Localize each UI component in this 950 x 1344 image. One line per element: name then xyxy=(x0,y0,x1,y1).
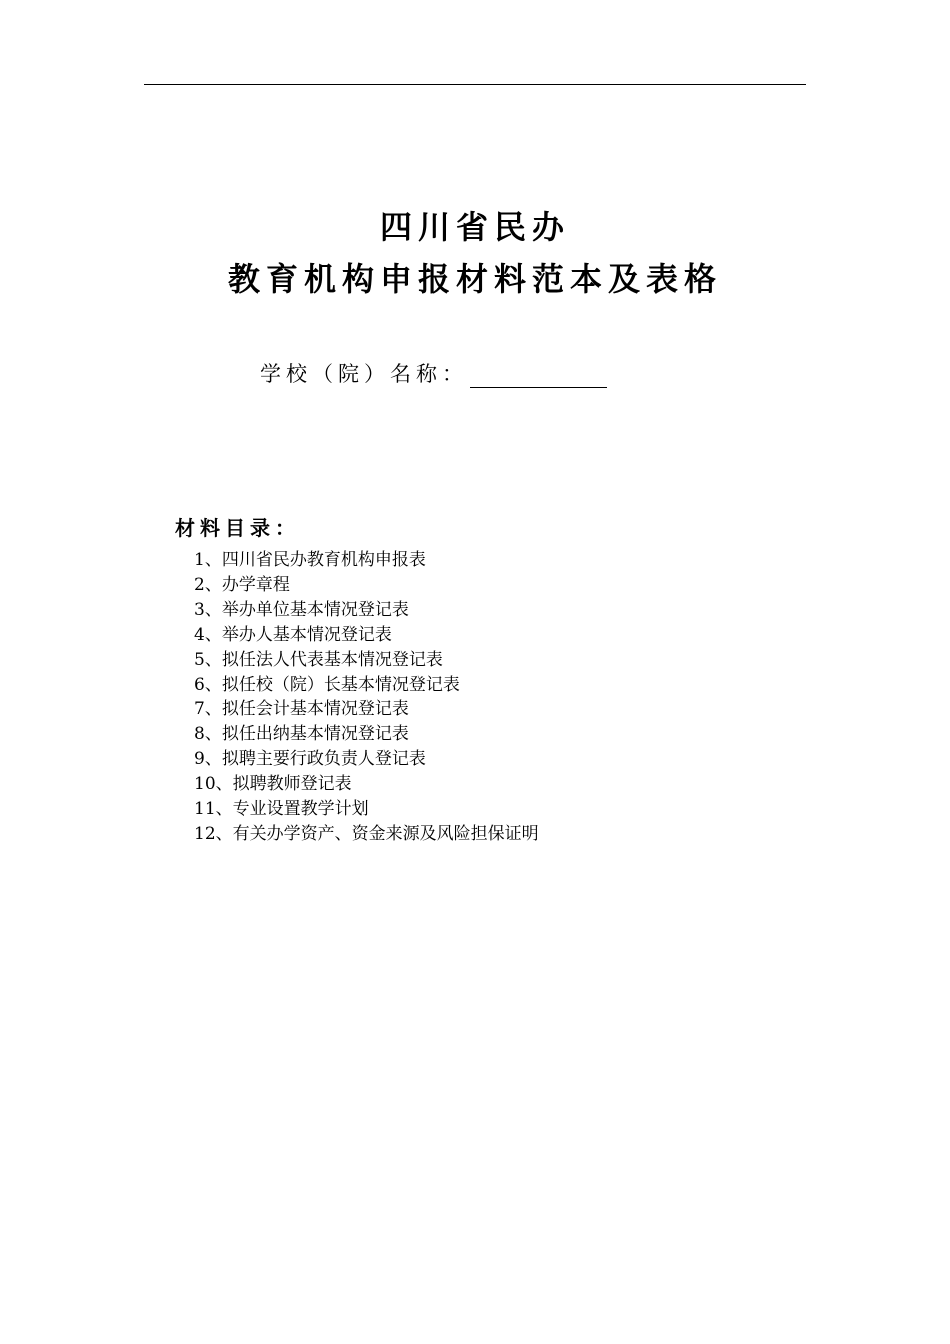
toc-item: 2、办学章程 xyxy=(194,574,290,595)
toc-item: 5、拟任法人代表基本情况登记表 xyxy=(194,649,443,670)
toc-item: 9、拟聘主要行政负责人登记表 xyxy=(194,749,426,770)
school-name-label: 学校（院）名称： xyxy=(260,362,468,386)
document-title-line2: 教育机构申报材料范本及表格 xyxy=(227,260,722,298)
toc-heading: 材料目录： xyxy=(175,516,300,540)
header-rule xyxy=(144,84,806,85)
toc-item: 11、专业设置教学计划 xyxy=(194,799,369,820)
school-name-blank[interactable] xyxy=(470,365,607,388)
toc-list xyxy=(194,548,539,847)
toc-item: 6、拟任校（院）长基本情况登记表 xyxy=(194,674,460,695)
toc-item: 12、有关办学资产、资金来源及风险担保证明 xyxy=(194,823,539,844)
toc-item: 10、拟聘教师登记表 xyxy=(194,774,352,795)
toc-item: 4、举办人基本情况登记表 xyxy=(194,624,392,645)
document-title-line1: 四川省民办 xyxy=(379,208,570,246)
toc-item: 3、举办单位基本情况登记表 xyxy=(194,599,409,620)
school-name-row xyxy=(260,358,607,388)
toc-item: 7、拟任会计基本情况登记表 xyxy=(194,699,409,720)
toc-item: 8、拟任出纳基本情况登记表 xyxy=(194,724,409,745)
toc-item: 1、四川省民办教育机构申报表 xyxy=(194,550,426,570)
